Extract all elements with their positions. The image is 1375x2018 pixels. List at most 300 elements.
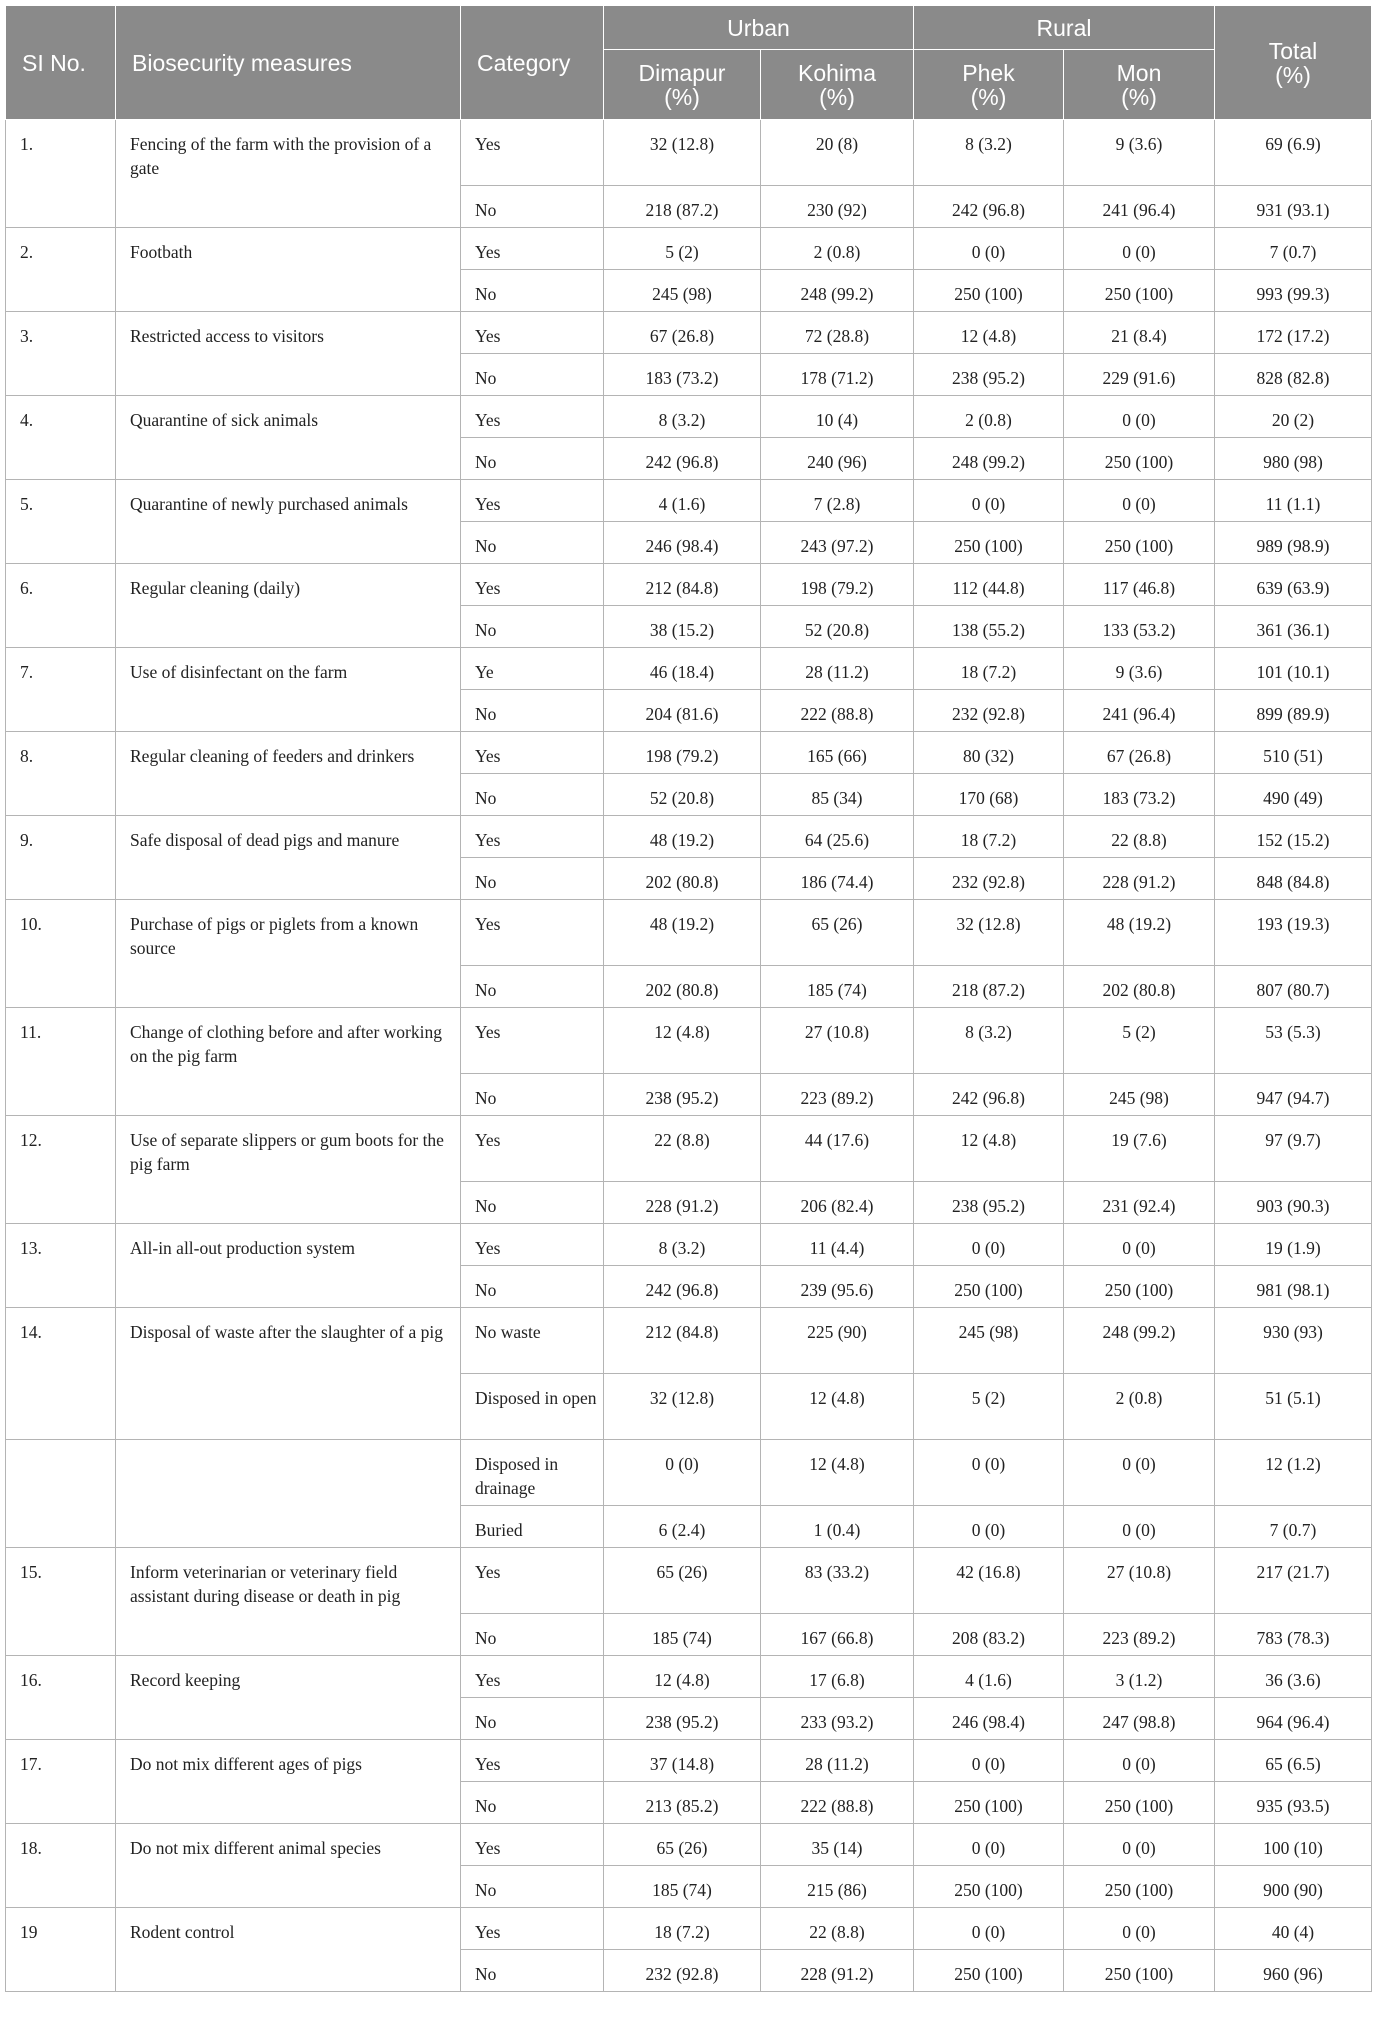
cell-si-no: 2. <box>6 228 116 312</box>
cell-total: 964 (96.4) <box>1215 1698 1372 1740</box>
cell-total: 980 (98) <box>1215 438 1372 480</box>
cell-phek: 0 (0) <box>914 1440 1064 1506</box>
cell-kohima: 240 (96) <box>761 438 914 480</box>
table-row <box>6 312 1372 354</box>
cell-mon: 247 (98.8) <box>1064 1698 1215 1740</box>
cell-dimapur: 12 (4.8) <box>604 1008 761 1074</box>
cell-measure: Quarantine of newly purchased animals <box>116 480 461 564</box>
cell-category: No <box>461 1866 604 1908</box>
cell-phek: 250 (100) <box>914 522 1064 564</box>
cell-mon: 0 (0) <box>1064 480 1215 522</box>
cell-phek: 0 (0) <box>914 1824 1064 1866</box>
cell-phek: 112 (44.8) <box>914 564 1064 606</box>
cell-si-no: 13. <box>6 1224 116 1308</box>
cell-kohima: 27 (10.8) <box>761 1008 914 1074</box>
cell-category: No <box>461 522 604 564</box>
cell-kohima: 165 (66) <box>761 732 914 774</box>
cell-category: No <box>461 270 604 312</box>
cell-phek: 170 (68) <box>914 774 1064 816</box>
cell-mon: 250 (100) <box>1064 1266 1215 1308</box>
cell-mon: 0 (0) <box>1064 1740 1215 1782</box>
cell-category: No <box>461 690 604 732</box>
table-row <box>6 816 1372 858</box>
cell-kohima: 17 (6.8) <box>761 1656 914 1698</box>
cell-category: Yes <box>461 120 604 186</box>
cell-measure: All-in all-out production system <box>116 1224 461 1308</box>
cell-mon: 202 (80.8) <box>1064 966 1215 1008</box>
table-row <box>6 1440 1372 1506</box>
cell-mon: 0 (0) <box>1064 1824 1215 1866</box>
cell-dimapur: 6 (2.4) <box>604 1506 761 1548</box>
cell-total: 899 (89.9) <box>1215 690 1372 732</box>
table-row <box>6 1656 1372 1698</box>
cell-mon: 2 (0.8) <box>1064 1374 1215 1440</box>
cell-phek: 242 (96.8) <box>914 1074 1064 1116</box>
cell-kohima: 223 (89.2) <box>761 1074 914 1116</box>
cell-phek: 4 (1.6) <box>914 1656 1064 1698</box>
cell-phek: 232 (92.8) <box>914 858 1064 900</box>
cell-total: 7 (0.7) <box>1215 228 1372 270</box>
header-si-no: SI No. <box>6 6 116 120</box>
table-row <box>6 1548 1372 1614</box>
cell-category: Buried <box>461 1506 604 1548</box>
cell-total: 828 (82.8) <box>1215 354 1372 396</box>
cell-category: No <box>461 1074 604 1116</box>
cell-total: 947 (94.7) <box>1215 1074 1372 1116</box>
cell-kohima: 12 (4.8) <box>761 1440 914 1506</box>
cell-phek: 250 (100) <box>914 1866 1064 1908</box>
cell-category: Yes <box>461 1824 604 1866</box>
cell-measure: Rodent control <box>116 1908 461 1992</box>
cell-category: No <box>461 186 604 228</box>
cell-kohima: 198 (79.2) <box>761 564 914 606</box>
cell-dimapur: 22 (8.8) <box>604 1116 761 1182</box>
cell-total: 903 (90.3) <box>1215 1182 1372 1224</box>
cell-kohima: 1 (0.4) <box>761 1506 914 1548</box>
cell-dimapur: 242 (96.8) <box>604 438 761 480</box>
cell-total: 639 (63.9) <box>1215 564 1372 606</box>
cell-phek: 232 (92.8) <box>914 690 1064 732</box>
cell-total: 993 (99.3) <box>1215 270 1372 312</box>
cell-mon: 67 (26.8) <box>1064 732 1215 774</box>
cell-measure: Inform veterinarian or veterinary field assistant during disease or death in pig <box>116 1548 461 1656</box>
cell-dimapur: 245 (98) <box>604 270 761 312</box>
cell-measure: Disposal of waste after the slaughter of a pig <box>116 1308 461 1440</box>
cell-total: 490 (49) <box>1215 774 1372 816</box>
cell-phek: 12 (4.8) <box>914 1116 1064 1182</box>
cell-mon: 245 (98) <box>1064 1074 1215 1116</box>
cell-si-no: 10. <box>6 900 116 1008</box>
cell-category: Yes <box>461 396 604 438</box>
cell-total: 989 (98.9) <box>1215 522 1372 564</box>
cell-si-no: 17. <box>6 1740 116 1824</box>
cell-mon: 21 (8.4) <box>1064 312 1215 354</box>
cell-si-no: 4. <box>6 396 116 480</box>
cell-mon: 22 (8.8) <box>1064 816 1215 858</box>
cell-kohima: 52 (20.8) <box>761 606 914 648</box>
table-row <box>6 480 1372 522</box>
cell-dimapur: 48 (19.2) <box>604 816 761 858</box>
cell-total: 510 (51) <box>1215 732 1372 774</box>
cell-total: 97 (9.7) <box>1215 1116 1372 1182</box>
cell-kohima: 11 (4.4) <box>761 1224 914 1266</box>
cell-kohima: 85 (34) <box>761 774 914 816</box>
table-row <box>6 648 1372 690</box>
cell-kohima: 64 (25.6) <box>761 816 914 858</box>
header-phek-pct: (%) <box>970 83 1007 110</box>
cell-kohima: 185 (74) <box>761 966 914 1008</box>
table-container <box>5 5 1371 1992</box>
cell-phek: 245 (98) <box>914 1308 1064 1374</box>
cell-phek: 12 (4.8) <box>914 312 1064 354</box>
cell-total: 19 (1.9) <box>1215 1224 1372 1266</box>
header-kohima <box>761 50 914 120</box>
cell-category: Yes <box>461 1224 604 1266</box>
cell-measure: Use of disinfectant on the farm <box>116 648 461 732</box>
cell-kohima: 225 (90) <box>761 1308 914 1374</box>
header-mon <box>1064 50 1215 120</box>
cell-phek: 18 (7.2) <box>914 648 1064 690</box>
cell-category: Yes <box>461 1548 604 1614</box>
cell-dimapur: 8 (3.2) <box>604 1224 761 1266</box>
cell-category: No <box>461 1614 604 1656</box>
cell-mon: 223 (89.2) <box>1064 1614 1215 1656</box>
cell-kohima: 12 (4.8) <box>761 1374 914 1440</box>
cell-dimapur: 204 (81.6) <box>604 690 761 732</box>
header-mon-pct: (%) <box>1121 83 1157 110</box>
cell-total: 981 (98.1) <box>1215 1266 1372 1308</box>
cell-category: Disposed in drainage <box>461 1440 604 1506</box>
cell-kohima: 243 (97.2) <box>761 522 914 564</box>
cell-dimapur: 202 (80.8) <box>604 966 761 1008</box>
header-phek-label: Phek <box>962 59 1015 86</box>
cell-mon: 241 (96.4) <box>1064 186 1215 228</box>
cell-kohima: 2 (0.8) <box>761 228 914 270</box>
cell-phek: 208 (83.2) <box>914 1614 1064 1656</box>
cell-kohima: 10 (4) <box>761 396 914 438</box>
cell-phek: 218 (87.2) <box>914 966 1064 1008</box>
cell-total: 100 (10) <box>1215 1824 1372 1866</box>
cell-category: Ye <box>461 648 604 690</box>
cell-category: Yes <box>461 228 604 270</box>
cell-phek: 250 (100) <box>914 1782 1064 1824</box>
cell-mon: 250 (100) <box>1064 1950 1215 1992</box>
cell-kohima: 239 (95.6) <box>761 1266 914 1308</box>
cell-phek: 80 (32) <box>914 732 1064 774</box>
cell-category: No <box>461 1182 604 1224</box>
cell-si-no: 15. <box>6 1548 116 1656</box>
cell-measure: Footbath <box>116 228 461 312</box>
cell-total: 931 (93.1) <box>1215 186 1372 228</box>
cell-phek: 250 (100) <box>914 270 1064 312</box>
cell-kohima: 222 (88.8) <box>761 690 914 732</box>
cell-kohima: 35 (14) <box>761 1824 914 1866</box>
header-category: Category <box>461 6 604 120</box>
header-phek <box>914 50 1064 120</box>
cell-si-no: 19 <box>6 1908 116 1992</box>
cell-phek: 138 (55.2) <box>914 606 1064 648</box>
cell-dimapur: 198 (79.2) <box>604 732 761 774</box>
cell-dimapur: 213 (85.2) <box>604 1782 761 1824</box>
cell-phek: 8 (3.2) <box>914 1008 1064 1074</box>
table-header <box>6 6 1372 120</box>
cell-phek: 18 (7.2) <box>914 816 1064 858</box>
cell-mon: 0 (0) <box>1064 1506 1215 1548</box>
cell-dimapur: 12 (4.8) <box>604 1656 761 1698</box>
cell-dimapur: 238 (95.2) <box>604 1074 761 1116</box>
cell-total: 193 (19.3) <box>1215 900 1372 966</box>
table-row <box>6 564 1372 606</box>
cell-dimapur: 0 (0) <box>604 1440 761 1506</box>
cell-phek: 246 (98.4) <box>914 1698 1064 1740</box>
cell-total: 361 (36.1) <box>1215 606 1372 648</box>
table-row <box>6 1824 1372 1866</box>
cell-phek: 0 (0) <box>914 1908 1064 1950</box>
cell-kohima: 233 (93.2) <box>761 1698 914 1740</box>
cell-total: 69 (6.9) <box>1215 120 1372 186</box>
cell-measure: Fencing of the farm with the provision of a gate <box>116 120 461 228</box>
cell-si-no <box>6 1440 116 1548</box>
cell-dimapur: 8 (3.2) <box>604 396 761 438</box>
cell-dimapur: 212 (84.8) <box>604 1308 761 1374</box>
header-rural: Rural <box>914 6 1215 50</box>
cell-total: 51 (5.1) <box>1215 1374 1372 1440</box>
header-dimapur-pct: (%) <box>664 83 700 110</box>
cell-total: 172 (17.2) <box>1215 312 1372 354</box>
header-mon-label: Mon <box>1116 59 1162 86</box>
cell-total: 783 (78.3) <box>1215 1614 1372 1656</box>
cell-mon: 5 (2) <box>1064 1008 1215 1074</box>
header-dimapur-label: Dimapur <box>638 59 726 86</box>
cell-kohima: 167 (66.8) <box>761 1614 914 1656</box>
cell-dimapur: 246 (98.4) <box>604 522 761 564</box>
cell-phek: 8 (3.2) <box>914 120 1064 186</box>
cell-kohima: 28 (11.2) <box>761 648 914 690</box>
cell-phek: 0 (0) <box>914 1740 1064 1782</box>
cell-kohima: 215 (86) <box>761 1866 914 1908</box>
cell-mon: 48 (19.2) <box>1064 900 1215 966</box>
header-dimapur <box>604 50 761 120</box>
cell-si-no: 12. <box>6 1116 116 1224</box>
table-row <box>6 228 1372 270</box>
cell-mon: 117 (46.8) <box>1064 564 1215 606</box>
cell-category: No <box>461 438 604 480</box>
table-body <box>6 120 1372 1992</box>
cell-dimapur: 183 (73.2) <box>604 354 761 396</box>
cell-mon: 19 (7.6) <box>1064 1116 1215 1182</box>
cell-category: Yes <box>461 1008 604 1074</box>
cell-kohima: 44 (17.6) <box>761 1116 914 1182</box>
cell-dimapur: 238 (95.2) <box>604 1698 761 1740</box>
cell-category: No <box>461 1266 604 1308</box>
cell-kohima: 228 (91.2) <box>761 1950 914 1992</box>
table-row <box>6 120 1372 186</box>
cell-dimapur: 232 (92.8) <box>604 1950 761 1992</box>
cell-dimapur: 48 (19.2) <box>604 900 761 966</box>
table-row <box>6 1008 1372 1074</box>
cell-measure: Regular cleaning (daily) <box>116 564 461 648</box>
cell-total: 217 (21.7) <box>1215 1548 1372 1614</box>
cell-dimapur: 185 (74) <box>604 1614 761 1656</box>
cell-mon: 250 (100) <box>1064 270 1215 312</box>
cell-si-no: 9. <box>6 816 116 900</box>
cell-si-no: 16. <box>6 1656 116 1740</box>
table-row <box>6 1224 1372 1266</box>
cell-dimapur: 37 (14.8) <box>604 1740 761 1782</box>
cell-dimapur: 65 (26) <box>604 1824 761 1866</box>
cell-total: 53 (5.3) <box>1215 1008 1372 1074</box>
cell-total: 11 (1.1) <box>1215 480 1372 522</box>
cell-total: 65 (6.5) <box>1215 1740 1372 1782</box>
cell-total: 900 (90) <box>1215 1866 1372 1908</box>
cell-total: 36 (3.6) <box>1215 1656 1372 1698</box>
cell-dimapur: 32 (12.8) <box>604 1374 761 1440</box>
header-total-label: Total <box>1268 37 1318 64</box>
cell-dimapur: 38 (15.2) <box>604 606 761 648</box>
cell-dimapur: 32 (12.8) <box>604 120 761 186</box>
cell-category: Yes <box>461 312 604 354</box>
cell-measure: Do not mix different animal species <box>116 1824 461 1908</box>
header-measures: Biosecurity measures <box>116 6 461 120</box>
cell-total: 935 (93.5) <box>1215 1782 1372 1824</box>
cell-category: Yes <box>461 1116 604 1182</box>
cell-category: Yes <box>461 1740 604 1782</box>
cell-mon: 250 (100) <box>1064 1866 1215 1908</box>
cell-dimapur: 18 (7.2) <box>604 1908 761 1950</box>
cell-dimapur: 185 (74) <box>604 1866 761 1908</box>
cell-category: Yes <box>461 732 604 774</box>
cell-kohima: 178 (71.2) <box>761 354 914 396</box>
cell-dimapur: 202 (80.8) <box>604 858 761 900</box>
cell-mon: 250 (100) <box>1064 1782 1215 1824</box>
cell-kohima: 72 (28.8) <box>761 312 914 354</box>
cell-category: No <box>461 1782 604 1824</box>
cell-dimapur: 212 (84.8) <box>604 564 761 606</box>
cell-measure: Restricted access to visitors <box>116 312 461 396</box>
cell-mon: 183 (73.2) <box>1064 774 1215 816</box>
cell-category: Yes <box>461 1656 604 1698</box>
cell-mon: 248 (99.2) <box>1064 1308 1215 1374</box>
cell-category: No <box>461 966 604 1008</box>
cell-total: 848 (84.8) <box>1215 858 1372 900</box>
cell-category: No <box>461 606 604 648</box>
cell-category: Yes <box>461 816 604 858</box>
cell-phek: 2 (0.8) <box>914 396 1064 438</box>
cell-phek: 0 (0) <box>914 228 1064 270</box>
cell-dimapur: 67 (26.8) <box>604 312 761 354</box>
cell-total: 40 (4) <box>1215 1908 1372 1950</box>
cell-phek: 242 (96.8) <box>914 186 1064 228</box>
cell-phek: 0 (0) <box>914 1506 1064 1548</box>
cell-category: No waste <box>461 1308 604 1374</box>
cell-measure: Change of clothing before and after working on the pig farm <box>116 1008 461 1116</box>
header-total-pct: (%) <box>1275 61 1311 88</box>
cell-si-no: 5. <box>6 480 116 564</box>
cell-kohima: 206 (82.4) <box>761 1182 914 1224</box>
cell-dimapur: 228 (91.2) <box>604 1182 761 1224</box>
cell-phek: 0 (0) <box>914 480 1064 522</box>
cell-kohima: 65 (26) <box>761 900 914 966</box>
cell-kohima: 20 (8) <box>761 120 914 186</box>
cell-si-no: 7. <box>6 648 116 732</box>
table-row <box>6 1908 1372 1950</box>
cell-measure: Do not mix different ages of pigs <box>116 1740 461 1824</box>
cell-phek: 248 (99.2) <box>914 438 1064 480</box>
cell-category: No <box>461 774 604 816</box>
cell-total: 20 (2) <box>1215 396 1372 438</box>
cell-dimapur: 46 (18.4) <box>604 648 761 690</box>
cell-category: Yes <box>461 564 604 606</box>
table-row <box>6 732 1372 774</box>
cell-category: Disposed in open <box>461 1374 604 1440</box>
cell-si-no: 6. <box>6 564 116 648</box>
cell-phek: 250 (100) <box>914 1266 1064 1308</box>
cell-phek: 238 (95.2) <box>914 354 1064 396</box>
cell-category: No <box>461 1950 604 1992</box>
cell-mon: 0 (0) <box>1064 396 1215 438</box>
cell-kohima: 7 (2.8) <box>761 480 914 522</box>
cell-kohima: 248 (99.2) <box>761 270 914 312</box>
header-kohima-pct: (%) <box>819 83 855 110</box>
cell-si-no: 18. <box>6 1824 116 1908</box>
header-total <box>1215 6 1372 120</box>
cell-total: 930 (93) <box>1215 1308 1372 1374</box>
cell-mon: 231 (92.4) <box>1064 1182 1215 1224</box>
cell-mon: 250 (100) <box>1064 522 1215 564</box>
cell-kohima: 186 (74.4) <box>761 858 914 900</box>
cell-measure: Quarantine of sick animals <box>116 396 461 480</box>
table-row <box>6 396 1372 438</box>
cell-mon: 229 (91.6) <box>1064 354 1215 396</box>
cell-si-no: 11. <box>6 1008 116 1116</box>
cell-category: No <box>461 354 604 396</box>
cell-dimapur: 4 (1.6) <box>604 480 761 522</box>
cell-phek: 0 (0) <box>914 1224 1064 1266</box>
cell-measure <box>116 1440 461 1548</box>
cell-mon: 133 (53.2) <box>1064 606 1215 648</box>
cell-kohima: 28 (11.2) <box>761 1740 914 1782</box>
cell-measure: Regular cleaning of feeders and drinkers <box>116 732 461 816</box>
cell-si-no: 8. <box>6 732 116 816</box>
cell-mon: 9 (3.6) <box>1064 648 1215 690</box>
cell-phek: 42 (16.8) <box>914 1548 1064 1614</box>
cell-total: 807 (80.7) <box>1215 966 1372 1008</box>
cell-mon: 250 (100) <box>1064 438 1215 480</box>
cell-measure: Use of separate slippers or gum boots for the pig farm <box>116 1116 461 1224</box>
cell-dimapur: 242 (96.8) <box>604 1266 761 1308</box>
cell-mon: 9 (3.6) <box>1064 120 1215 186</box>
table-row <box>6 1116 1372 1182</box>
cell-category: No <box>461 858 604 900</box>
cell-si-no: 1. <box>6 120 116 228</box>
biosecurity-table <box>5 5 1372 1992</box>
cell-si-no: 14. <box>6 1308 116 1440</box>
cell-kohima: 83 (33.2) <box>761 1548 914 1614</box>
cell-si-no: 3. <box>6 312 116 396</box>
cell-category: No <box>461 1698 604 1740</box>
cell-mon: 27 (10.8) <box>1064 1548 1215 1614</box>
cell-category: Yes <box>461 480 604 522</box>
cell-mon: 0 (0) <box>1064 1440 1215 1506</box>
cell-measure: Record keeping <box>116 1656 461 1740</box>
cell-kohima: 22 (8.8) <box>761 1908 914 1950</box>
cell-total: 960 (96) <box>1215 1950 1372 1992</box>
cell-mon: 0 (0) <box>1064 228 1215 270</box>
cell-category: Yes <box>461 900 604 966</box>
cell-measure: Purchase of pigs or piglets from a known source <box>116 900 461 1008</box>
table-row <box>6 900 1372 966</box>
cell-mon: 0 (0) <box>1064 1908 1215 1950</box>
